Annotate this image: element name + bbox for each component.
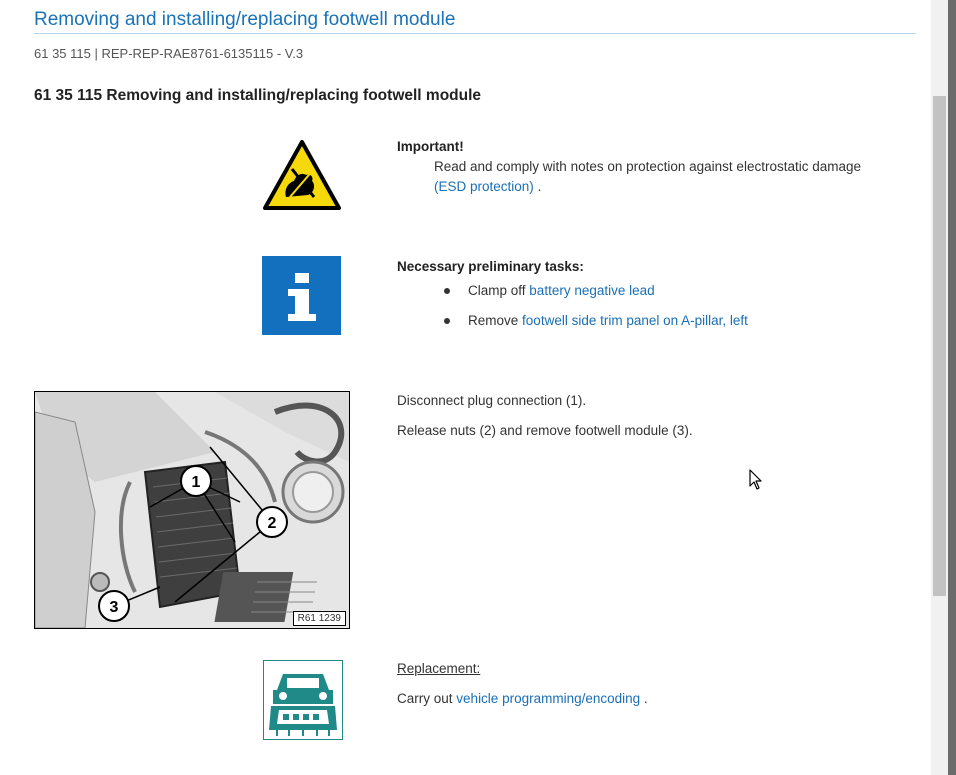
task-prefix: Clamp off: [468, 283, 526, 298]
document-id: 61 35 115 | REP-REP-RAE8761-6135115 - V.3: [34, 46, 304, 61]
scrollbar-thumb[interactable]: [933, 96, 946, 596]
list-item: [397, 281, 748, 311]
esd-warning-icon: [262, 139, 342, 216]
svg-text:1: 1: [191, 474, 201, 491]
replacement-note: [397, 659, 648, 709]
figure-reference-label: R61 1239: [293, 611, 346, 626]
callout-1: [181, 466, 211, 496]
preliminary-tasks-title: Necessary preliminary tasks:: [397, 259, 584, 274]
callout-2: [257, 507, 287, 537]
esd-note-body: Read and comply with notes on protection against electrostatic damage: [434, 159, 861, 174]
bullet-icon: [444, 318, 450, 324]
preliminary-task-list: [397, 281, 748, 341]
replacement-title: Replacement:: [397, 661, 481, 676]
svg-text:3: 3: [109, 599, 119, 616]
bullet-icon: [444, 288, 450, 294]
callout-3: [99, 591, 129, 621]
esd-note-suffix: .: [537, 179, 542, 194]
step-line: Disconnect plug connection (1).: [397, 393, 587, 408]
footwell-trim-panel-link[interactable]: footwell side trim panel on A-pillar, left: [522, 313, 748, 328]
esd-note-title: Important!: [397, 139, 464, 154]
footwell-module-figure: [34, 391, 350, 629]
document-heading: 61 35 115 Removing and installing/replacing footwell module: [34, 87, 482, 104]
esd-protection-link[interactable]: (ESD protection): [434, 179, 534, 194]
title-divider: [34, 33, 916, 34]
vehicle-programming-link[interactable]: vehicle programming/encoding: [456, 691, 641, 706]
replacement-suffix: .: [643, 691, 648, 706]
svg-text:2: 2: [267, 515, 277, 532]
info-icon: [262, 256, 341, 340]
esd-note: [397, 137, 861, 197]
mouse-cursor-icon: [749, 469, 763, 496]
replacement-text: [397, 689, 648, 709]
window-edge: [948, 0, 956, 775]
preliminary-tasks: [397, 257, 748, 341]
vehicle-programming-icon: [263, 660, 343, 745]
list-item: [397, 311, 748, 341]
page-title: Removing and installing/replacing footwell module: [34, 9, 456, 30]
battery-negative-lead-link[interactable]: battery negative lead: [529, 283, 655, 298]
replacement-prefix: Carry out: [397, 691, 453, 706]
step-line: Release nuts (2) and remove footwell module (3).: [397, 423, 693, 438]
task-prefix: Remove: [468, 313, 519, 328]
step-instructions: [397, 391, 693, 441]
esd-note-text: [397, 157, 861, 197]
